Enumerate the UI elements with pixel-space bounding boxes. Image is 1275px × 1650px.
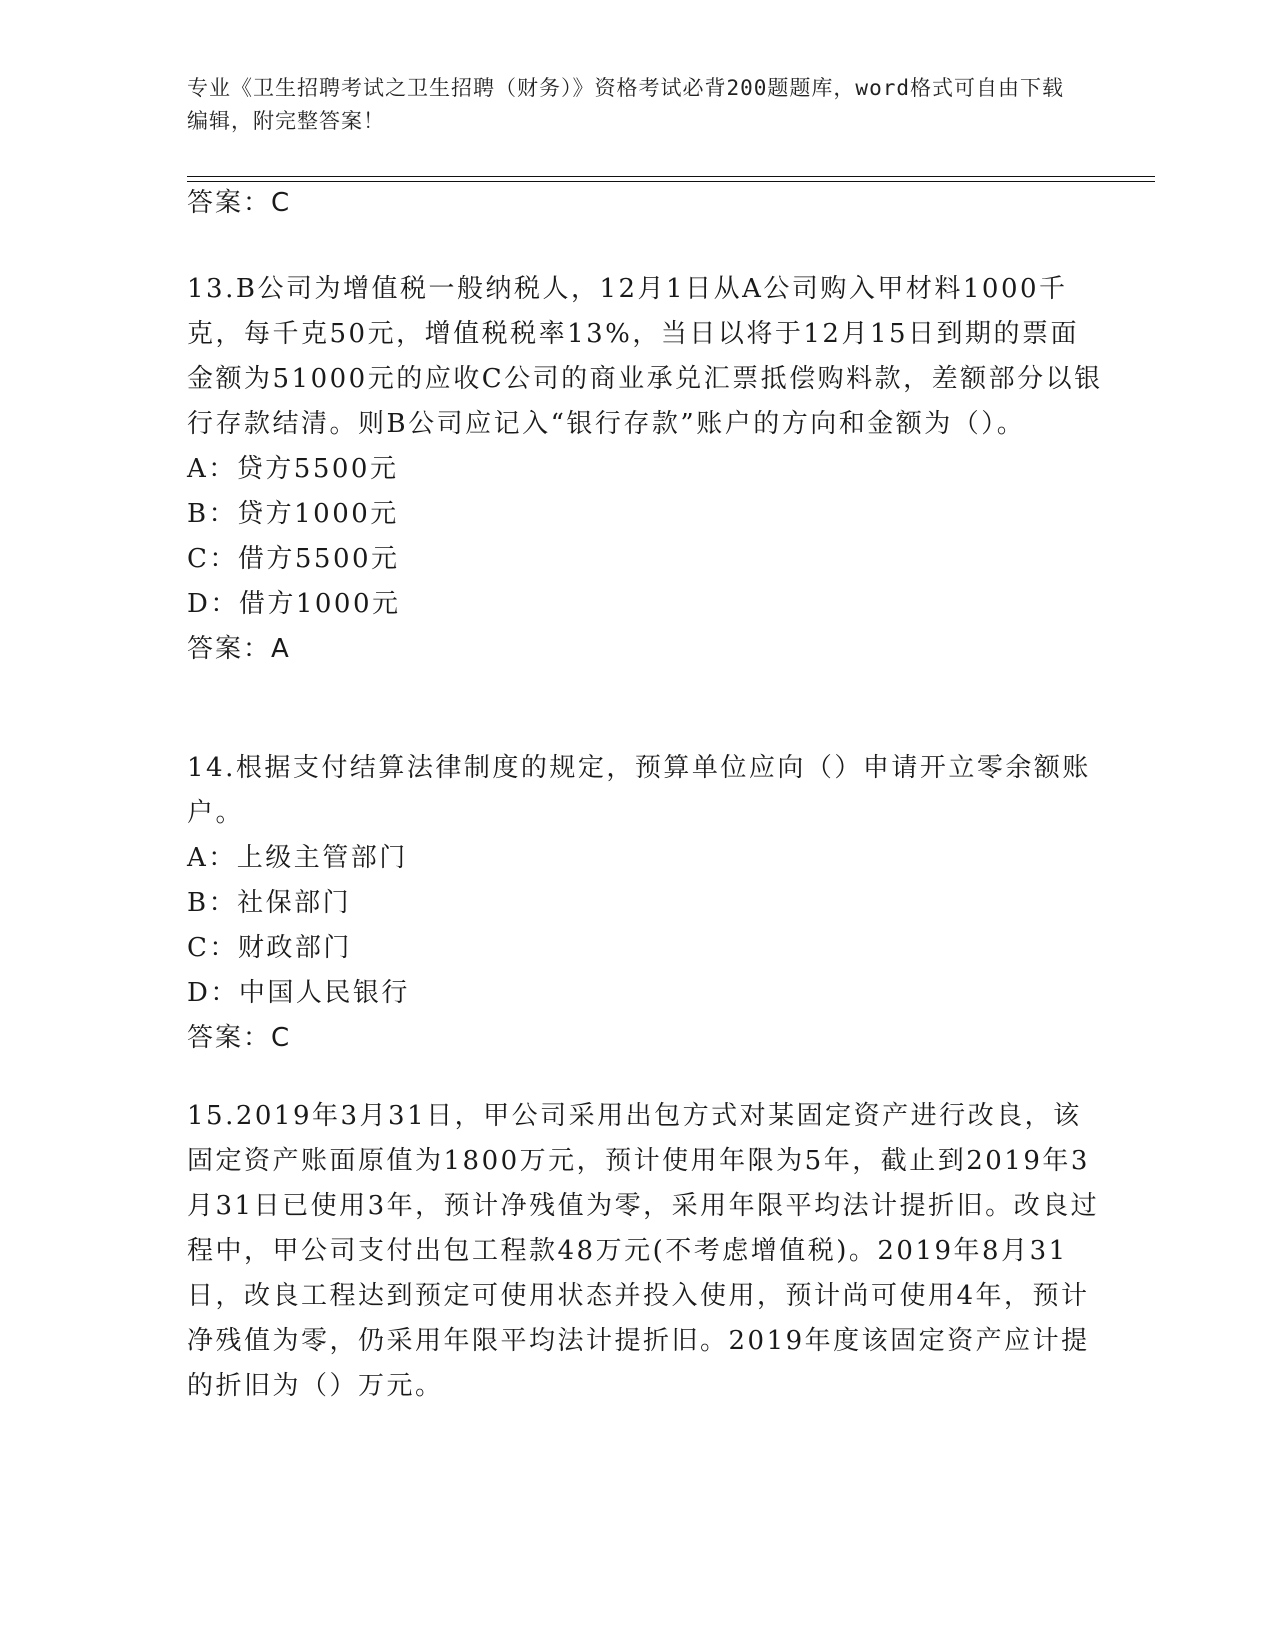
page-header: 专业《卫生招聘考试之卫生招聘（财务）》资格考试必背200题题库，word格式可自由下载编辑，附完整答案！ [187, 76, 1064, 133]
question-text: 14.根据支付结算法律制度的规定，预算单位应向（）申请开立零余额账户。 [187, 753, 1091, 828]
option-a: A：贷方5500元 [187, 454, 399, 484]
question-text: 15.2019年3月31日，甲公司采用出包方式对某固定资产进行改良，该固定资产账面原值为1800万元，预计使用年限为5年，截止到2019年3月31日已使用3年，预计净残值为零，采用年限平均法计提折旧。改良过程中，甲公司支付出包工程款48万元(不考虑增值税)。2019年8月31日，改良工程达到预定可使用状态并投入使用，预计尚可使用4年，预计净残值为零，仍采用年限平均法计提折旧。2019年度该固定资产应计提的折旧为（）万元。 [187, 1101, 1100, 1401]
option-d: D：借方1000元 [187, 589, 401, 619]
option-c: C：财政部门 [187, 933, 352, 963]
option-d: D：中国人民银行 [187, 978, 410, 1008]
answer-text: 答案：C [187, 188, 292, 218]
option-a: A：上级主管部门 [187, 843, 408, 873]
question-text: 13.B公司为增值税一般纳税人，12月1日从A公司购入甲材料1000千克，每千克50元，增值税税率13%，当日以将于12月15日到期的票面金额为51000元的应收C公司的商业承兑汇票抵偿购料款，差额部分以银行存款结清。则B公司应记入“银行存款”账户的方向和金额为（）。 [187, 274, 1103, 439]
answer-text: 答案：C [187, 1023, 292, 1053]
option-list [187, 447, 1107, 627]
answer-text: 答案：A [187, 634, 291, 664]
question-14 [187, 746, 1107, 1060]
question-13 [187, 267, 1107, 671]
answer-12 [187, 181, 1107, 225]
question-15 [187, 1094, 1107, 1409]
option-b: B：贷方1000元 [187, 499, 399, 529]
option-list [187, 836, 1107, 1016]
header-rule-top [187, 176, 1155, 177]
option-b: B：社保部门 [187, 888, 352, 918]
option-c: C：借方5500元 [187, 544, 400, 574]
